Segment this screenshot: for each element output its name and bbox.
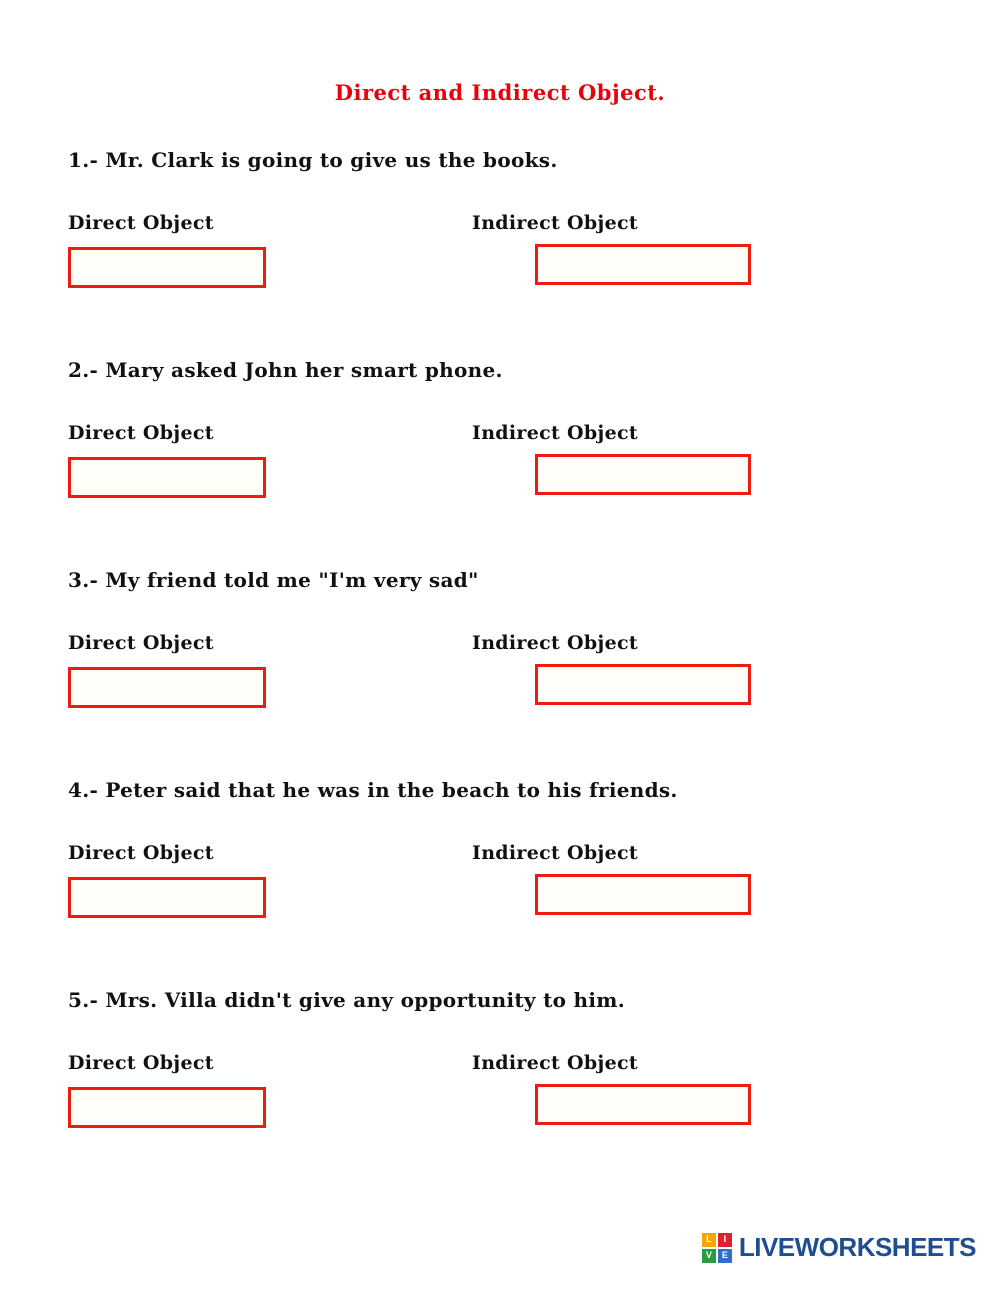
indirect-object-label: Indirect Object <box>472 422 638 444</box>
answer-row <box>68 842 948 952</box>
question-block-4 <box>68 778 948 952</box>
answer-row <box>68 1052 948 1162</box>
logo-square-e: E <box>718 1249 732 1263</box>
answer-row <box>68 212 948 322</box>
direct-object-label: Direct Object <box>68 212 214 234</box>
direct-object-label: Direct Object <box>68 1052 214 1074</box>
indirect-object-label: Indirect Object <box>472 632 638 654</box>
logo-wordmark: LIVEWORKSHEETS <box>738 1232 976 1262</box>
logo-square-v: V <box>702 1249 716 1263</box>
indirect-object-label: Indirect Object <box>472 212 638 234</box>
question-sentence: 3.- My friend told me "I'm very sad" <box>68 568 479 592</box>
indirect-object-input[interactable] <box>535 454 751 495</box>
question-sentence: 5.- Mrs. Villa didn't give any opportunity to him. <box>68 988 626 1012</box>
question-sentence: 2.- Mary asked John her smart phone. <box>68 358 503 382</box>
indirect-object-label: Indirect Object <box>472 1052 638 1074</box>
direct-object-label: Direct Object <box>68 422 214 444</box>
indirect-object-input[interactable] <box>535 664 751 705</box>
indirect-object-input[interactable] <box>535 874 751 915</box>
question-sentence: 1.- Mr. Clark is going to give us the books. <box>68 148 558 172</box>
answer-row <box>68 422 948 532</box>
question-block-2 <box>68 358 948 532</box>
direct-object-label: Direct Object <box>68 842 214 864</box>
question-block-5 <box>68 988 948 1162</box>
indirect-object-input[interactable] <box>535 1084 751 1125</box>
direct-object-label: Direct Object <box>68 632 214 654</box>
direct-object-input[interactable] <box>68 667 266 708</box>
logo-squares-icon <box>702 1233 732 1263</box>
indirect-object-input[interactable] <box>535 244 751 285</box>
question-block-1 <box>68 148 948 322</box>
direct-object-input[interactable] <box>68 1087 266 1128</box>
logo-square-l: L <box>702 1233 716 1247</box>
question-sentence: 4.- Peter said that he was in the beach to his friends. <box>68 778 678 802</box>
direct-object-input[interactable] <box>68 457 266 498</box>
direct-object-input[interactable] <box>68 247 266 288</box>
answer-row <box>68 632 948 742</box>
page-title: Direct and Indirect Object. <box>334 80 666 105</box>
indirect-object-label: Indirect Object <box>472 842 638 864</box>
logo-square-i: I <box>718 1233 732 1247</box>
liveworksheets-logo[interactable] <box>702 1232 976 1263</box>
question-block-3 <box>68 568 948 742</box>
direct-object-input[interactable] <box>68 877 266 918</box>
